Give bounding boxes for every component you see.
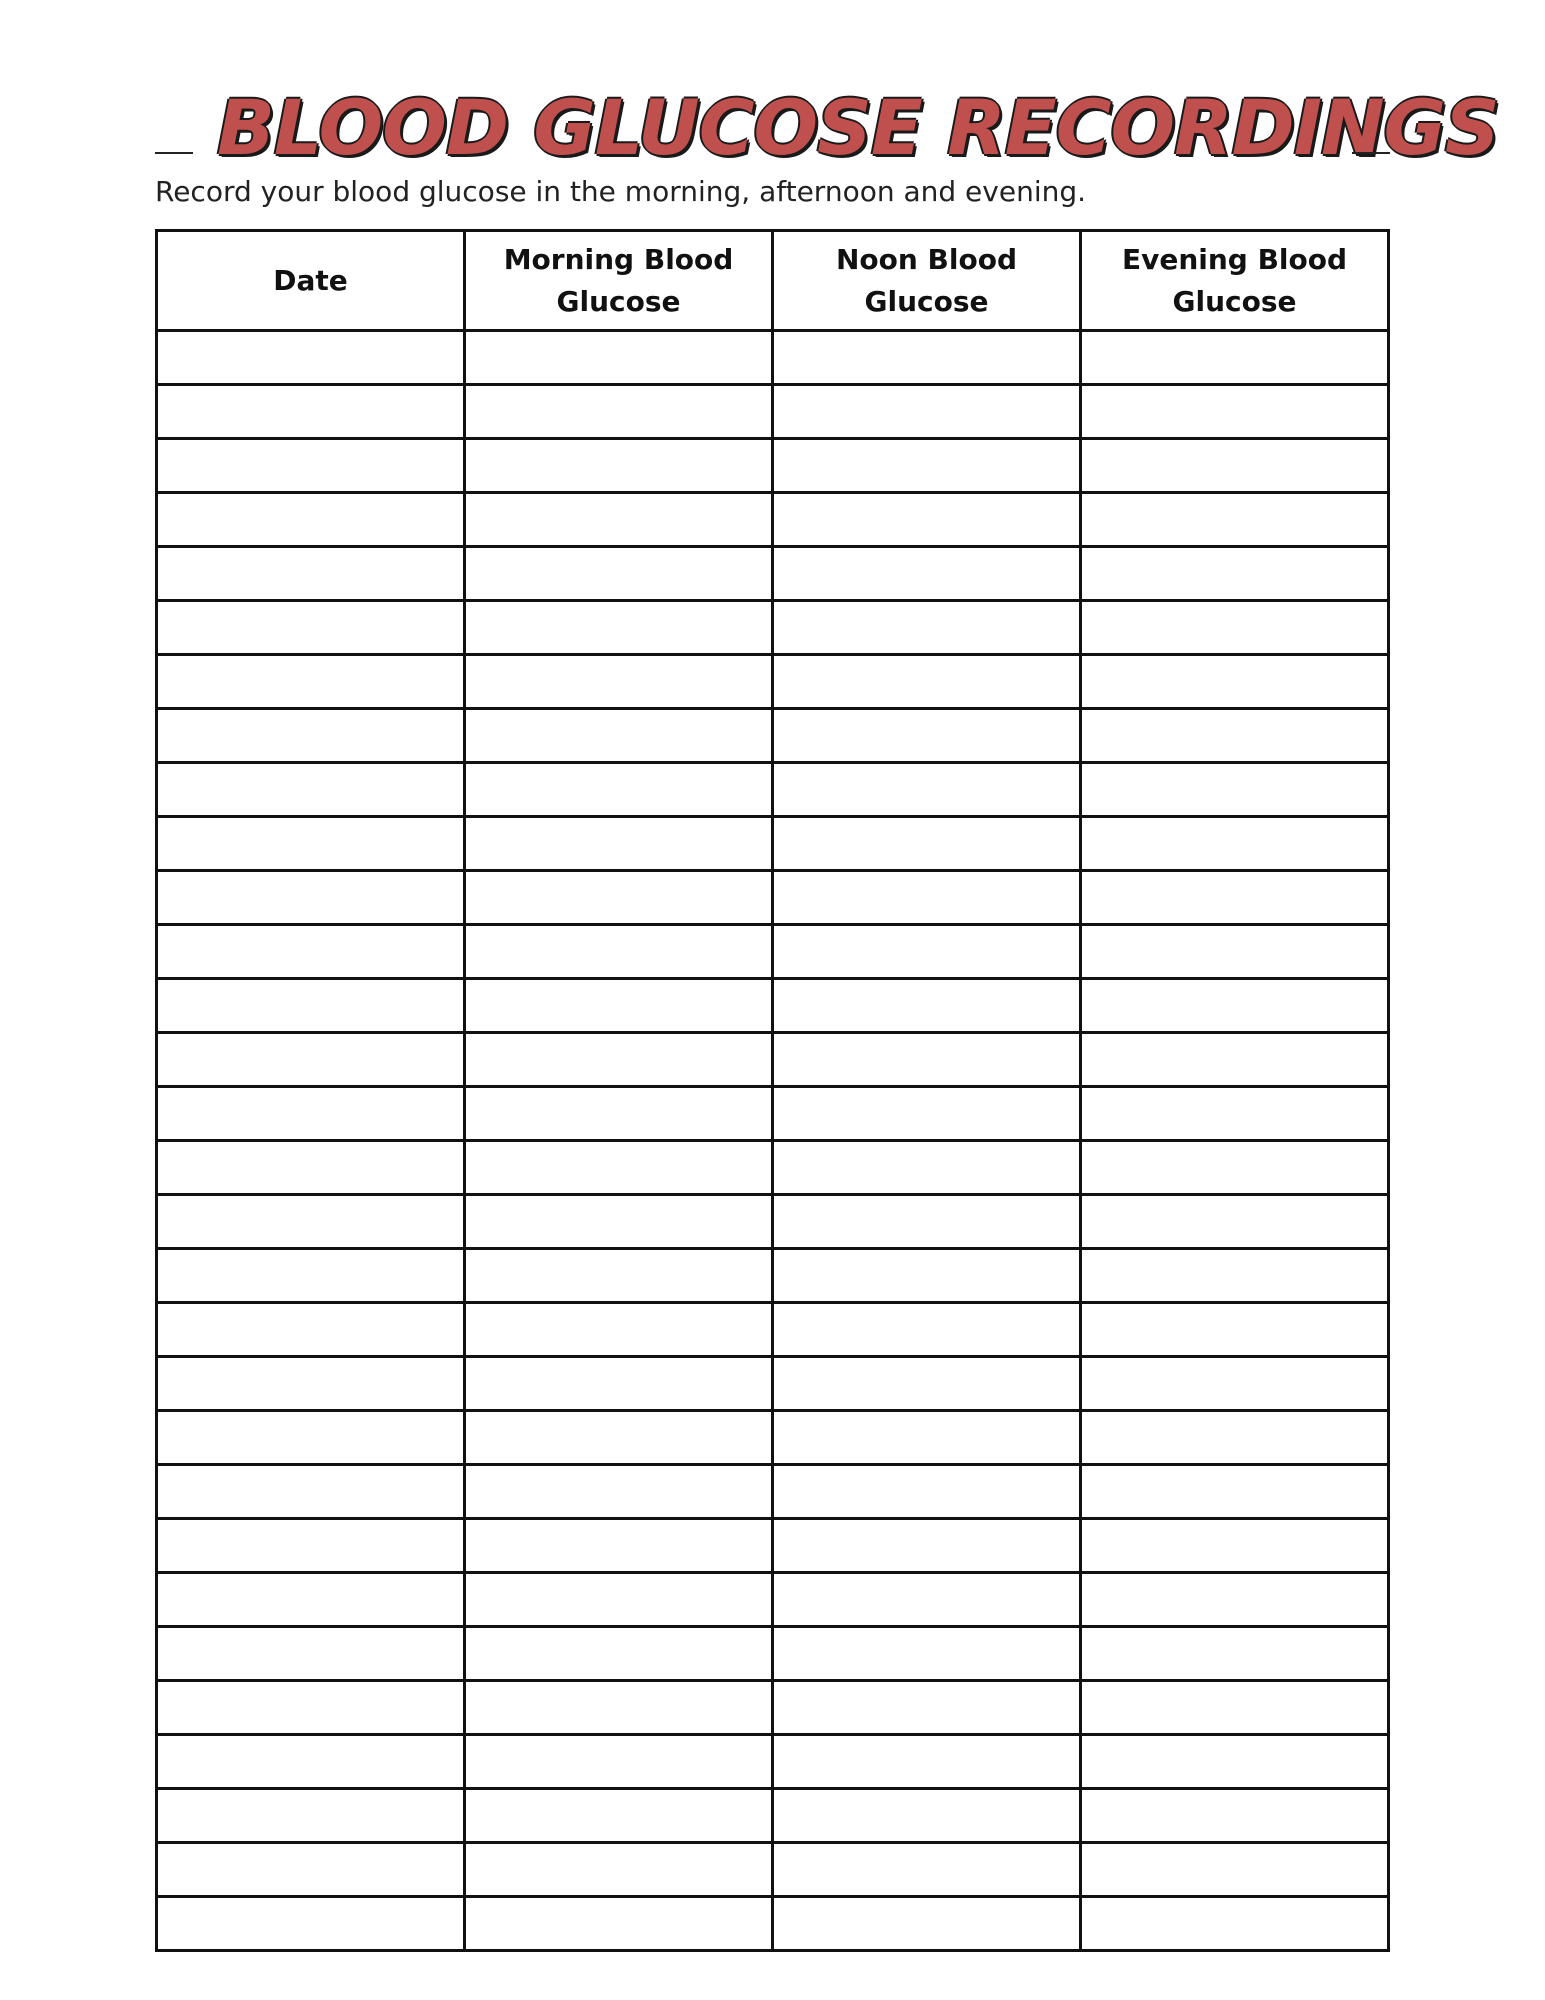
cell-evening[interactable] <box>1081 871 1389 925</box>
cell-date[interactable] <box>157 709 465 763</box>
cell-morning[interactable] <box>465 1789 773 1843</box>
table-row <box>157 1033 1389 1087</box>
column-header-noon-line1: Noon Blood <box>835 242 1018 276</box>
cell-noon[interactable] <box>773 1573 1081 1627</box>
column-header-evening-line2: Glucose <box>1172 284 1297 318</box>
cell-morning[interactable] <box>465 1411 773 1465</box>
cell-date[interactable] <box>157 817 465 871</box>
cell-date[interactable] <box>157 925 465 979</box>
table-row <box>157 979 1389 1033</box>
cell-morning[interactable] <box>465 601 773 655</box>
cell-evening[interactable] <box>1081 1681 1389 1735</box>
cell-evening[interactable] <box>1081 817 1389 871</box>
cell-date[interactable] <box>157 1843 465 1897</box>
column-header-noon <box>773 231 1081 331</box>
column-header-morning-line1: Morning Blood <box>503 242 734 276</box>
cell-date[interactable] <box>157 1789 465 1843</box>
cell-noon[interactable] <box>773 1897 1081 1951</box>
cell-noon[interactable] <box>773 1411 1081 1465</box>
table-row <box>157 1411 1389 1465</box>
table-row <box>157 763 1389 817</box>
cell-evening[interactable] <box>1081 763 1389 817</box>
cell-morning[interactable] <box>465 817 773 871</box>
table-row <box>157 1735 1389 1789</box>
cell-morning[interactable] <box>465 1087 773 1141</box>
cell-morning[interactable] <box>465 979 773 1033</box>
cell-noon[interactable] <box>773 1357 1081 1411</box>
cell-date[interactable] <box>157 1735 465 1789</box>
cell-date[interactable] <box>157 979 465 1033</box>
cell-evening[interactable] <box>1081 1573 1389 1627</box>
cell-noon[interactable] <box>773 1789 1081 1843</box>
cell-evening[interactable] <box>1081 1087 1389 1141</box>
column-header-noon-line2: Glucose <box>864 284 989 318</box>
cell-noon[interactable] <box>773 709 1081 763</box>
table-row <box>157 1087 1389 1141</box>
cell-date[interactable] <box>157 1897 465 1951</box>
cell-noon[interactable] <box>773 1681 1081 1735</box>
title-dash-right <box>1352 152 1390 154</box>
cell-date[interactable] <box>157 1681 465 1735</box>
cell-date[interactable] <box>157 547 465 601</box>
cell-noon[interactable] <box>773 1465 1081 1519</box>
cell-evening[interactable] <box>1081 1249 1389 1303</box>
cell-evening[interactable] <box>1081 601 1389 655</box>
cell-evening[interactable] <box>1081 1519 1389 1573</box>
cell-morning[interactable] <box>465 1357 773 1411</box>
cell-evening[interactable] <box>1081 925 1389 979</box>
cell-evening[interactable] <box>1081 979 1389 1033</box>
cell-date[interactable] <box>157 1573 465 1627</box>
cell-evening[interactable] <box>1081 1843 1389 1897</box>
table-row <box>157 1627 1389 1681</box>
cell-date[interactable] <box>157 1357 465 1411</box>
column-header-evening-line1: Evening Blood <box>1121 242 1348 276</box>
table-row <box>157 655 1389 709</box>
table-row <box>157 1681 1389 1735</box>
cell-morning[interactable] <box>465 1033 773 1087</box>
page-subtitle: Record your blood glucose in the morning, afternoon and evening. <box>155 175 1087 208</box>
table-row <box>157 439 1389 493</box>
cell-evening[interactable] <box>1081 1735 1389 1789</box>
cell-date[interactable] <box>157 1195 465 1249</box>
cell-noon[interactable] <box>773 385 1081 439</box>
cell-morning[interactable] <box>465 1519 773 1573</box>
table-row <box>157 709 1389 763</box>
table-row <box>157 1195 1389 1249</box>
cell-morning[interactable] <box>465 331 773 385</box>
cell-noon[interactable] <box>773 439 1081 493</box>
cell-noon[interactable] <box>773 1519 1081 1573</box>
cell-evening[interactable] <box>1081 385 1389 439</box>
table-row <box>157 1249 1389 1303</box>
cell-date[interactable] <box>157 1087 465 1141</box>
column-header-date-line1: Date <box>273 263 348 297</box>
cell-evening[interactable] <box>1081 493 1389 547</box>
table-row <box>157 871 1389 925</box>
cell-morning[interactable] <box>465 493 773 547</box>
cell-morning[interactable] <box>465 1735 773 1789</box>
cell-evening[interactable] <box>1081 331 1389 385</box>
table-row <box>157 1843 1389 1897</box>
cell-morning[interactable] <box>465 1249 773 1303</box>
cell-noon[interactable] <box>773 493 1081 547</box>
cell-noon[interactable] <box>773 1627 1081 1681</box>
table-row <box>157 601 1389 655</box>
cell-evening[interactable] <box>1081 709 1389 763</box>
cell-noon[interactable] <box>773 655 1081 709</box>
column-header-date <box>157 231 465 331</box>
cell-morning[interactable] <box>465 709 773 763</box>
table-row <box>157 925 1389 979</box>
cell-evening[interactable] <box>1081 1033 1389 1087</box>
column-header-morning-line2: Glucose <box>556 284 681 318</box>
cell-date[interactable] <box>157 1249 465 1303</box>
cell-morning[interactable] <box>465 1195 773 1249</box>
cell-noon[interactable] <box>773 925 1081 979</box>
cell-morning[interactable] <box>465 1303 773 1357</box>
glucose-log-table <box>155 229 1390 1952</box>
cell-noon[interactable] <box>773 601 1081 655</box>
cell-date[interactable] <box>157 385 465 439</box>
cell-morning[interactable] <box>465 1465 773 1519</box>
table-row <box>157 1897 1389 1951</box>
table-body <box>157 331 1389 1951</box>
column-header-morning <box>465 231 773 331</box>
cell-morning[interactable] <box>465 1897 773 1951</box>
cell-evening[interactable] <box>1081 1627 1389 1681</box>
cell-morning[interactable] <box>465 1843 773 1897</box>
column-header-evening <box>1081 231 1389 331</box>
table-row <box>157 817 1389 871</box>
table-row <box>157 1303 1389 1357</box>
cell-noon[interactable] <box>773 1087 1081 1141</box>
table-row <box>157 547 1389 601</box>
cell-date[interactable] <box>157 439 465 493</box>
cell-date[interactable] <box>157 1141 465 1195</box>
cell-morning[interactable] <box>465 763 773 817</box>
table-row <box>157 1789 1389 1843</box>
table-row <box>157 1141 1389 1195</box>
table-row <box>157 493 1389 547</box>
table-header-row <box>157 231 1389 331</box>
cell-date[interactable] <box>157 331 465 385</box>
cell-noon[interactable] <box>773 1843 1081 1897</box>
cell-date[interactable] <box>157 1519 465 1573</box>
cell-date[interactable] <box>157 493 465 547</box>
cell-morning[interactable] <box>465 1681 773 1735</box>
cell-morning[interactable] <box>465 1141 773 1195</box>
cell-evening[interactable] <box>1081 1789 1389 1843</box>
table-row <box>157 1519 1389 1573</box>
cell-noon[interactable] <box>773 817 1081 871</box>
cell-noon[interactable] <box>773 1195 1081 1249</box>
cell-evening[interactable] <box>1081 1303 1389 1357</box>
cell-date[interactable] <box>157 1303 465 1357</box>
cell-evening[interactable] <box>1081 547 1389 601</box>
cell-date[interactable] <box>157 1627 465 1681</box>
cell-evening[interactable] <box>1081 1897 1389 1951</box>
page-title: BLOOD GLUCOSE RECORDINGS <box>217 83 1499 172</box>
cell-date[interactable] <box>157 1033 465 1087</box>
cell-noon[interactable] <box>773 1303 1081 1357</box>
cell-evening[interactable] <box>1081 1465 1389 1519</box>
cell-morning[interactable] <box>465 1627 773 1681</box>
cell-date[interactable] <box>157 655 465 709</box>
cell-date[interactable] <box>157 1411 465 1465</box>
title-row <box>155 78 1499 178</box>
cell-evening[interactable] <box>1081 1411 1389 1465</box>
cell-noon[interactable] <box>773 1249 1081 1303</box>
cell-noon[interactable] <box>773 1141 1081 1195</box>
cell-morning[interactable] <box>465 655 773 709</box>
cell-morning[interactable] <box>465 385 773 439</box>
cell-noon[interactable] <box>773 1735 1081 1789</box>
cell-noon[interactable] <box>773 331 1081 385</box>
cell-morning[interactable] <box>465 1573 773 1627</box>
cell-evening[interactable] <box>1081 1141 1389 1195</box>
cell-date[interactable] <box>157 601 465 655</box>
table-row <box>157 1465 1389 1519</box>
cell-noon[interactable] <box>773 1033 1081 1087</box>
cell-morning[interactable] <box>465 439 773 493</box>
cell-noon[interactable] <box>773 547 1081 601</box>
table-row <box>157 1357 1389 1411</box>
cell-evening[interactable] <box>1081 1195 1389 1249</box>
cell-date[interactable] <box>157 763 465 817</box>
cell-morning[interactable] <box>465 925 773 979</box>
cell-noon[interactable] <box>773 763 1081 817</box>
cell-date[interactable] <box>157 1465 465 1519</box>
cell-morning[interactable] <box>465 871 773 925</box>
title-dash-left <box>155 152 193 154</box>
cell-noon[interactable] <box>773 979 1081 1033</box>
cell-date[interactable] <box>157 871 465 925</box>
table-row <box>157 1573 1389 1627</box>
cell-noon[interactable] <box>773 871 1081 925</box>
cell-evening[interactable] <box>1081 439 1389 493</box>
table-row <box>157 331 1389 385</box>
table-row <box>157 385 1389 439</box>
cell-evening[interactable] <box>1081 655 1389 709</box>
cell-evening[interactable] <box>1081 1357 1389 1411</box>
cell-morning[interactable] <box>465 547 773 601</box>
